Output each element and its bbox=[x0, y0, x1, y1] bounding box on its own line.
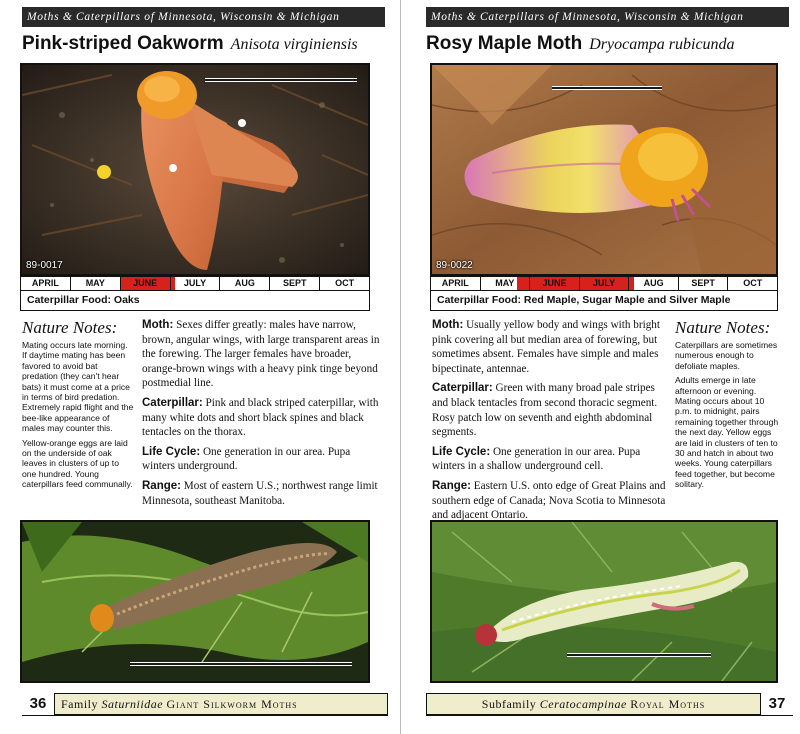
footer-rule bbox=[426, 715, 793, 716]
scale-bar bbox=[567, 653, 711, 657]
caterpillar-food: Caterpillar Food: Red Maple, Sugar Maple and Silver Maple bbox=[430, 291, 778, 311]
desc-section: Life Cycle: One generation in our area. Pupa winters in a shallow underground cell. bbox=[432, 445, 641, 473]
page-footer bbox=[426, 693, 793, 715]
nature-notes bbox=[675, 340, 779, 494]
desc-section: Range: Eastern U.S. onto edge of Great Plains and southern edge of Canada; Nova Scotia to Minnesota and adjacent Ontario. bbox=[432, 479, 666, 522]
footer-taxonomy: Family Saturniidae Giant Silkworm Moths bbox=[54, 693, 388, 715]
desc-section: Range: Most of eastern U.S.; northwest range limit Minnesota, southeast Manitoba. bbox=[142, 479, 378, 507]
nature-note: Mating occurs late morning. If daytime mating has been favored to avoid bat predation (they can't hear bats) it must come at a price in terms of bird predation. Extremely rapid flight and the bee-like appearance of males may counter this. bbox=[22, 340, 134, 434]
desc-section: Life Cycle: One generation in our area. Pupa winters underground. bbox=[142, 445, 351, 473]
month-cell: MAY bbox=[481, 277, 531, 290]
scale-bar bbox=[552, 86, 662, 90]
month-cell: JULY bbox=[580, 277, 630, 290]
desc-section: Moth: Usually yellow body and wings with bright pink covering all but median area of forewing, but sometimes absent. Females have simple and males bipectinate, antennae. bbox=[432, 319, 660, 375]
right-page bbox=[400, 0, 800, 734]
nature-notes-heading: Nature Notes: bbox=[675, 318, 771, 337]
desc-section: Caterpillar: Green with many broad pale stripes and black tentacles from second thoracic segment. Rosy patch low on seventh and eighth abdominal segments. bbox=[432, 382, 658, 439]
nature-notes bbox=[22, 340, 134, 494]
scientific-name: Dryocampa rubicunda bbox=[589, 36, 735, 53]
common-name: Pink-striped Oakworm bbox=[22, 33, 224, 54]
moth-photo bbox=[20, 63, 370, 276]
photo-code: 89-0022 bbox=[436, 260, 473, 271]
photo-code: 89-0017 bbox=[26, 260, 63, 271]
page-number: 37 bbox=[761, 693, 793, 715]
species-description bbox=[432, 318, 668, 528]
page-number: 36 bbox=[22, 693, 54, 715]
running-header: Moths & Caterpillars of Minnesota, Wisconsin & Michigan bbox=[426, 7, 789, 27]
caterpillar-photo bbox=[430, 520, 778, 683]
scale-bar bbox=[205, 78, 357, 82]
month-cell: JULY bbox=[171, 277, 221, 290]
month-cell: JUNE bbox=[530, 277, 580, 290]
month-cell: JUNE bbox=[121, 277, 171, 290]
month-cell: OCT bbox=[335, 278, 355, 288]
month-cell: AUG bbox=[220, 277, 270, 290]
nature-note: Adults emerge in late afternoon or evening. Mating occurs about 10 p.m. to midnight, pairs remaining together through the next day. Yellow eggs are laid in clusters of ten to 30 and hatch in about two weeks. Young caterpillars feed together, but become solitary. bbox=[675, 375, 779, 490]
caterpillar-photo bbox=[20, 520, 370, 683]
caterpillar-food: Caterpillar Food: Oaks bbox=[20, 291, 370, 311]
nature-note: Caterpillars are sometimes numerous enough to defoliate maples. bbox=[675, 340, 778, 371]
footer-taxonomy: Subfamily Ceratocampinae Royal Moths bbox=[426, 693, 761, 715]
flight-months bbox=[430, 276, 778, 291]
species-title bbox=[426, 33, 792, 59]
month-cell: MAY bbox=[71, 277, 121, 290]
page-footer bbox=[22, 693, 388, 715]
month-cell: SEPT bbox=[270, 277, 320, 290]
scientific-name: Anisota virginiensis bbox=[230, 36, 358, 53]
month-cell: APRIL bbox=[431, 277, 481, 290]
footer-rule bbox=[22, 715, 388, 716]
month-cell: OCT bbox=[743, 278, 763, 288]
scale-bar bbox=[130, 662, 352, 666]
species-description bbox=[142, 318, 382, 513]
nature-notes-heading: Nature Notes: bbox=[22, 318, 118, 337]
month-cell: AUG bbox=[629, 277, 679, 290]
desc-section: Caterpillar: Pink and black striped caterpillar, with many white dots and short black spines and black tentacles on the thorax. bbox=[142, 396, 379, 439]
flight-months bbox=[20, 276, 370, 291]
species-title bbox=[22, 33, 388, 59]
desc-section: Moth: Sexes differ greatly: males have narrow, brown, angular wings, with large transparent areas in the forewing. The larger females have broader, orange-brown wings with a heavy pink tinge beyond postmedial line. bbox=[142, 319, 380, 390]
month-cell: SEPT bbox=[679, 277, 729, 290]
moth-photo bbox=[430, 63, 778, 276]
nature-note: Yellow-orange eggs are laid on the underside of oak leaves in clusters of up to one hundred. Young caterpillars feed communally. bbox=[22, 437, 133, 490]
month-cell: APRIL bbox=[21, 277, 71, 290]
running-header: Moths & Caterpillars of Minnesota, Wisconsin & Michigan bbox=[22, 7, 385, 27]
common-name: Rosy Maple Moth bbox=[426, 33, 583, 54]
